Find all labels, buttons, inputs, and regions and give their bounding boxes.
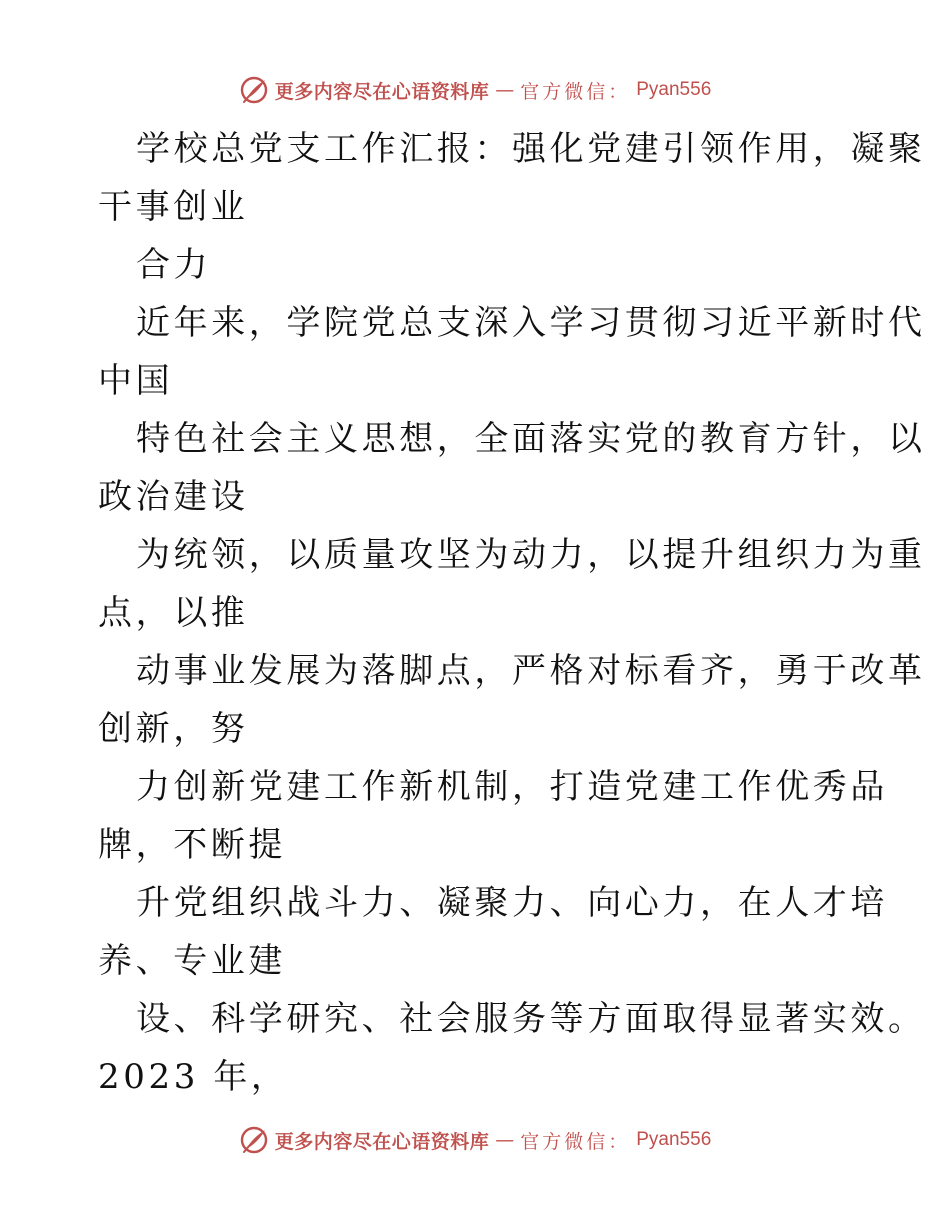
paragraph-line: 点，以推	[98, 593, 249, 633]
footer-banner	[0, 1122, 950, 1158]
paragraph-line: 力创新党建工作新机制，打造党建工作优秀品	[136, 767, 888, 807]
paragraph-line: 2023 年，	[98, 1057, 289, 1097]
banner-text: 更多内容尽在心语资料库	[274, 1130, 490, 1153]
document-body	[98, 120, 926, 1106]
title-line-1: 学校总党支工作汇报：强化党建引领作用，凝聚	[136, 129, 926, 169]
paragraph-line: 设、科学研究、社会服务等方面取得显著实效。	[136, 999, 926, 1039]
paragraph-line: 政治建设	[98, 477, 249, 517]
banner-official-label: 官方微信：	[520, 1130, 631, 1153]
paragraph-line: 动事业发展为落脚点，严格对标看齐，勇于改革	[136, 651, 926, 691]
banner-separator: —	[495, 1129, 515, 1151]
paragraph-line: 中国	[98, 361, 174, 401]
banner-wechat-id: Pyan556	[636, 1129, 712, 1150]
paragraph-line: 特色社会主义思想，全面落实党的教育方针，以	[136, 419, 926, 459]
feather-pen-logo-icon	[239, 1125, 269, 1155]
paragraph-line: 牌，不断提	[98, 825, 286, 865]
paragraph-line: 为统领，以质量攻坚为动力，以提升组织力为重	[136, 535, 926, 575]
banner-separator: —	[495, 79, 515, 101]
banner-text: 更多内容尽在心语资料库	[274, 80, 490, 103]
paragraph-line: 近年来，学院党总支深入学习贯彻习近平新时代	[136, 303, 926, 343]
banner-wechat-id: Pyan556	[636, 79, 712, 100]
banner-official-label: 官方微信：	[520, 80, 631, 103]
paragraph-line: 养、专业建	[98, 941, 286, 981]
header-banner	[0, 72, 950, 108]
paragraph-line: 升党组织战斗力、凝聚力、向心力，在人才培	[136, 883, 888, 923]
title-line-3: 合力	[136, 245, 212, 285]
paragraph-line: 创新，努	[98, 709, 249, 749]
feather-pen-logo-icon	[239, 75, 269, 105]
title-line-2: 干事创业	[98, 187, 249, 227]
